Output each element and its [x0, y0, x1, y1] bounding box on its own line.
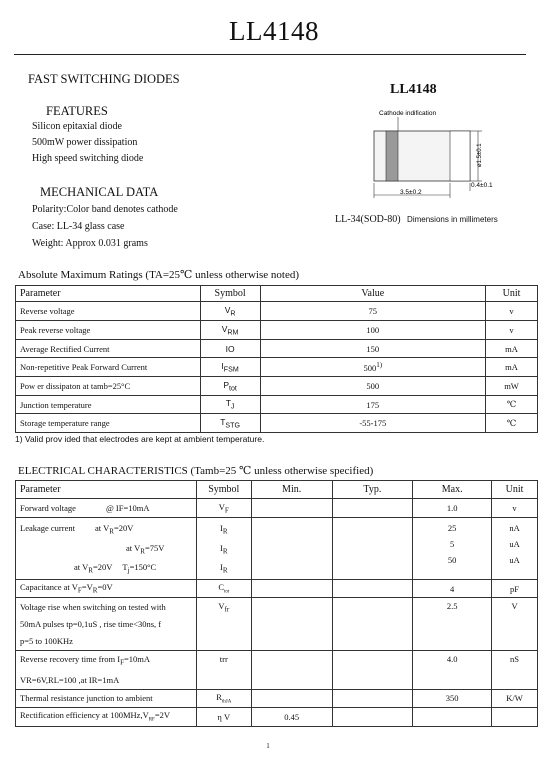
footnote: 1) Valid prov ided that electrodes are kept at ambient temperature.: [15, 434, 265, 444]
title-divider: [14, 54, 526, 55]
param-cell: Reverse recovery time from $I_F=10mA$ VR=6V,RL=100 ,at IR=1mA: [16, 651, 197, 690]
symbol-cell: $V_{RM}$: [200, 321, 260, 340]
column-header: Typ.: [332, 481, 413, 499]
param-cell: Junction temperature: [16, 396, 201, 414]
table-row: [16, 377, 538, 396]
table-row: [16, 358, 538, 377]
unit-cell: ℃: [486, 396, 538, 414]
table-row: [16, 689, 538, 707]
min-cell: [251, 651, 332, 690]
feature-item: 500mW power dissipation: [32, 137, 138, 148]
param-cell: Forward voltage @ IF=10mA: [16, 499, 197, 518]
typ-cell: [332, 598, 413, 651]
max-cell: 25 5 50: [413, 518, 492, 580]
min-cell: [251, 598, 332, 651]
diameter-label: ø1.5±0.1: [477, 143, 483, 167]
max-cell: 4.0: [413, 651, 492, 690]
value-cell: 75: [260, 302, 485, 321]
unit-cell: V: [492, 598, 538, 651]
param-cell: Voltage rise when switching on tested with 50mA pulses tp=0,1uS , rise time<30ns, f p=5 to 100KHz: [16, 598, 197, 651]
symbol-cell: $I_{FSM}$: [200, 358, 260, 377]
feature-item: Silicon epitaxial diode: [32, 121, 122, 132]
min-cell: [251, 580, 332, 598]
package-diagram: [360, 105, 520, 205]
value-cell: 175: [260, 396, 485, 414]
symbol-cell: trr: [196, 651, 251, 690]
table-row: [16, 414, 538, 433]
symbol-cell: $V_{fr}$: [196, 598, 251, 651]
band-width-label: 0.4±0.1: [471, 182, 493, 189]
value-cell: 500: [260, 377, 485, 396]
package-caption: [335, 214, 498, 225]
column-header: Unit: [486, 286, 538, 302]
param-cell: Storage temperature range: [16, 414, 201, 433]
unit-cell: [492, 707, 538, 726]
value-cell: 150: [260, 340, 485, 358]
param-cell: Non-repetitive Peak Forward Current: [16, 358, 201, 377]
min-cell: [251, 689, 332, 707]
param-cell: Thermal resistance junction to ambient: [16, 689, 197, 707]
unit-cell: nS: [492, 651, 538, 690]
length-label: 3.5±0.2: [400, 189, 422, 196]
symbol-cell: $C_{tot}$: [196, 580, 251, 598]
symbol-cell: $P_{tot}$: [200, 377, 260, 396]
unit-cell: mA: [486, 358, 538, 377]
section-heading: FAST SWITCHING DIODES: [28, 72, 180, 86]
elec-table: [15, 480, 538, 727]
features-list: [32, 119, 143, 167]
table-row: [16, 651, 538, 690]
table-row: [16, 518, 538, 580]
symbol-cell: $R_{thJA}$: [196, 689, 251, 707]
value-cell: 100: [260, 321, 485, 340]
symbol-cell: η V: [196, 707, 251, 726]
column-header: Min.: [251, 481, 332, 499]
value-cell: -55-175: [260, 414, 485, 433]
abs-max-table: [15, 285, 538, 433]
typ-cell: [332, 518, 413, 580]
end-cap: [450, 131, 470, 181]
min-cell: [251, 499, 332, 518]
column-header: Max.: [413, 481, 492, 499]
part-number: LL4148: [390, 82, 437, 97]
max-cell: [413, 707, 492, 726]
column-header: Parameter: [16, 286, 201, 302]
cathode-band: [386, 131, 398, 181]
param-cell: Average Rectified Current: [16, 340, 201, 358]
param-cell: Reverse voltage: [16, 302, 201, 321]
max-cell: 2.5: [413, 598, 492, 651]
unit-cell: pF: [492, 580, 538, 598]
min-cell: [251, 518, 332, 580]
table-row: [16, 707, 538, 726]
table-header-row: [16, 286, 538, 302]
unit-cell: mA: [486, 340, 538, 358]
table-row: [16, 321, 538, 340]
typ-cell: [332, 651, 413, 690]
mechanical-item: Polarity:Color band denotes cathode: [32, 204, 178, 215]
max-cell: 1.0: [413, 499, 492, 518]
typ-cell: [332, 689, 413, 707]
param-cell: Rectification efficiency at $100MHz,V_{RF}=2V$: [16, 707, 197, 726]
symbol-cell: $T_J$: [200, 396, 260, 414]
symbol-cell: $T_{STG}$: [200, 414, 260, 433]
page-number: 1: [266, 742, 270, 750]
min-cell: 0.45: [251, 707, 332, 726]
abs-max-caption: Absolute Maximum Ratings (TA=25℃ unless otherwise noted): [18, 269, 299, 281]
max-cell: 4: [413, 580, 492, 598]
table-row: [16, 499, 538, 518]
symbol-cell: $V_F$: [196, 499, 251, 518]
typ-cell: [332, 707, 413, 726]
features-heading: FEATURES: [46, 104, 108, 118]
column-header: Parameter: [16, 481, 197, 499]
package-name: LL-34(SOD-80): [335, 214, 401, 225]
feature-item: High speed switching diode: [32, 153, 144, 164]
typ-cell: [332, 580, 413, 598]
column-header: Symbol: [200, 286, 260, 302]
table-row: [16, 302, 538, 321]
column-header: Value: [260, 286, 485, 302]
param-cell: Capacitance at $V_F=V_R=0V$: [16, 580, 197, 598]
column-header: Unit: [492, 481, 538, 499]
symbol-cell: $V_R$: [200, 302, 260, 321]
param-cell: Peak reverse voltage: [16, 321, 201, 340]
cathode-label: Cathode indification: [379, 110, 437, 117]
param-cell: Leakage current at $V_R=20V$ at $V_R=75V$ at $V_R=20V$ $T_j=150^\circ C$: [16, 518, 197, 580]
table-row: [16, 396, 538, 414]
table-row: [16, 340, 538, 358]
dimensions-note: Dimensions in millimeters: [407, 215, 498, 224]
mechanical-heading: MECHANICAL DATA: [40, 185, 159, 199]
param-cell: Pow er dissipaton at tamb=25°C: [16, 377, 201, 396]
elec-caption: ELECTRICAL CHARACTERISTICS (Tamb=25 ℃ unless otherwise specified): [18, 465, 374, 477]
column-header: Symbol: [196, 481, 251, 499]
unit-cell: v: [486, 321, 538, 340]
table-row: [16, 580, 538, 598]
max-cell: 350: [413, 689, 492, 707]
symbol-cell: $I_R$ $I_R$ $I_R$: [196, 518, 251, 580]
page-title: LL4148: [229, 16, 319, 46]
value-cell: 500$^{1)}$: [260, 358, 485, 377]
unit-cell: v: [492, 499, 538, 518]
mechanical-item: Weight: Approx 0.031 grams: [32, 238, 148, 249]
table-header-row: [16, 481, 538, 499]
mechanical-list: [32, 201, 178, 252]
typ-cell: [332, 499, 413, 518]
unit-cell: K/W: [492, 689, 538, 707]
unit-cell: nA uA uA: [492, 518, 538, 580]
mechanical-item: Case: LL-34 glass case: [32, 221, 125, 232]
table-row: [16, 598, 538, 651]
unit-cell: ℃: [486, 414, 538, 433]
symbol-cell: IO: [200, 340, 260, 358]
unit-cell: mW: [486, 377, 538, 396]
unit-cell: v: [486, 302, 538, 321]
